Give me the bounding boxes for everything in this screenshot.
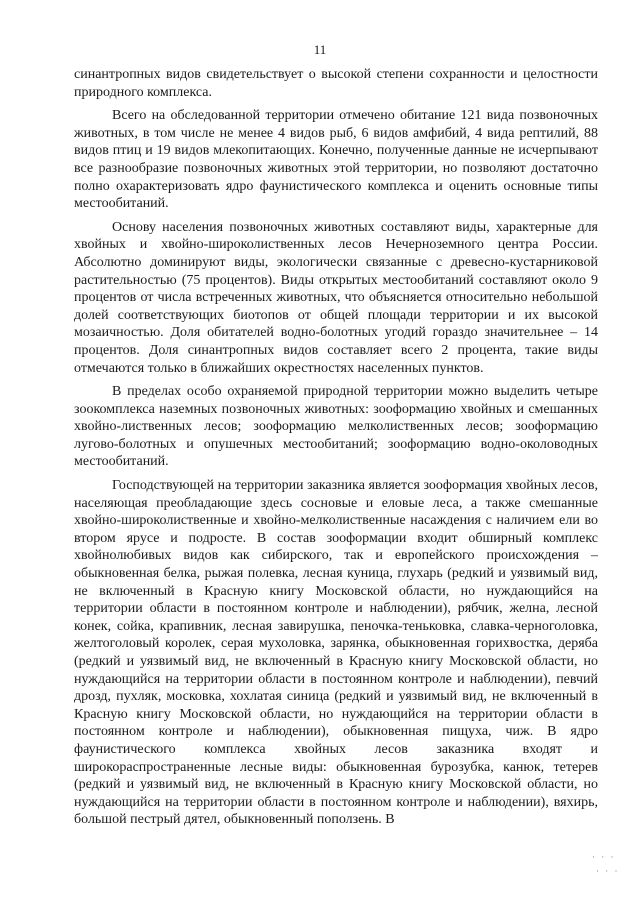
scan-artifact: · · · [596,866,620,876]
paragraph-3: Основу населения позвоночных животных составляют виды, характерные для хвойных и хвойно-широколиственных лесов Нечерноземного центра России. Абсолютно доминируют виды, экологически связанные с древесно-кустарниковой растительностью (75 процентов). Виды открытых местообитаний составляют около 9 процентов от числа встреченных животных, что объясняется относительно небольшой долей соответствующих биотопов от общей площади территории и их высокой мозаичностью. Доля обитателей водно-болотных угодий гораздо значительнее – 14 процентов. Доля синантропных видов составляет всего 2 процента, такие виды отмечаются только в ближайших окрестностях населенных пунктов. [74,219,598,376]
page-number: 11 [313,42,327,57]
paragraph-2: Всего на обследованной территории отмечено обитание 121 вида позвоночных животных, в том числе не менее 4 видов рыб, 6 видов амфибий, 4 вида рептилий, 88 видов птиц и 19 видов млекопитающих. Конечно, полученные данные не исчерпывают все разнообразие позвоночных животных этой территории, но позволяют достаточно полно охарактеризовать ядро фаунистического комплекса и оценить основные типы местообитаний. [74,108,598,212]
scan-artifact: · · · [592,852,616,862]
paragraph-4: В пределах особо охраняемой природной территории можно выделить четыре зоокомплекса наземных позвоночных животных: зооформацию хвойных и смешанных хвойно-лиственных лесов; зооформацию мелколиственных лесов; зооформацию лугово-болотных и опушечных местообитаний; зооформацию водно-околоводных местообитаний. [74,384,598,470]
paragraph-5: Господствующей на территории заказника является зооформация хвойных лесов, населяющая преобладающие здесь сосновые и еловые леса, а также смешанные хвойно-широколиственные и хвойно-мелколиственные насаждения с наличием ели во втором ярусе и подросте. В состав зооформации входит обширный комплекс хвойнолюбивых видов как сибирского, так и европейского происхождения – обыкновенная белка, рыжая полевка, лесная куница, глухарь (редкий и уязвимый вид, не включенный в Красную книгу Московской области, но нуждающийся на территории области в постоянном контроле и наблюдении), рябчик, желна, лесной конек, сойка, крапивник, лесная завирушка, пеночка-теньковка, славка-черноголовка, желтоголовый королек, серая мухоловка, зарянка, обыкновенная горихвостка, деряба (редкий и уязвимый вид, не включенный в Красную книгу Московской области, но нуждающийся на территории области в постоянном контроле и наблюдении), певчий дрозд, пухляк, московка, хохлатая синица (редкий и уязвимый вид, не включенный в Красную книгу Московской области, но нуждающийся на территории области в постоянном контроле и наблюдении), обыкновенная пищуха, чиж. В ядро фаунистического комплекса хвойных лесов заказника входят и широкораспространенные лесные виды: обыкновенная бурозубка, канюк, тетерев (редкий и уязвимый вид, не включенный в Красную книгу Московской области, но нуждающийся на территории области в постоянном контроле и наблюдении), вяхирь, большой пестрый дятел, обыкновенный поползень. В [74,478,598,828]
paragraph-1: синантропных видов свидетельствует о высокой степени сохранности и целостности природного комплекса. [74,67,598,100]
document-body [74,66,598,829]
